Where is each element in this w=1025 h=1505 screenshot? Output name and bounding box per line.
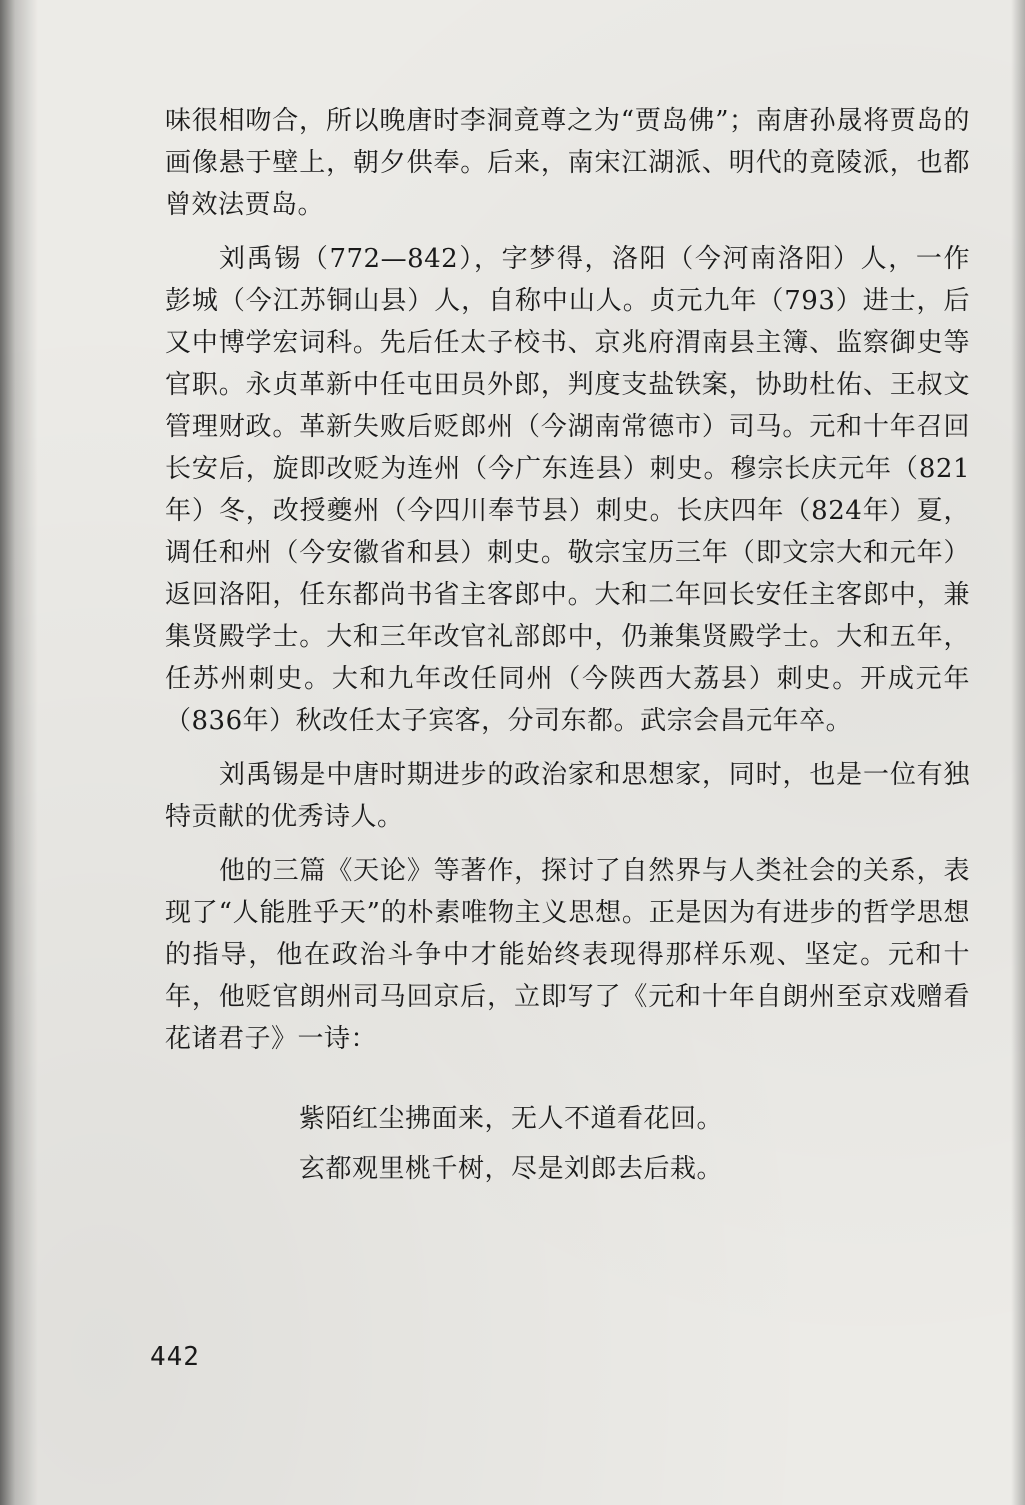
spine-shadow [0,0,38,1505]
paragraph-assessment: 刘禹锡是中唐时期进步的政治家和思想家，同时，也是一位有独特贡献的优秀诗人。 [165,760,970,832]
poem [165,1094,970,1194]
body-text [165,100,970,1194]
page-edge [1011,0,1025,1505]
page-number: 442 [150,1342,200,1372]
paragraph-thought: 他的三篇《天论》等著作，探讨了自然界与人类社会的关系，表现了“人能胜乎天”的朴素唯物主义思想。正是因为有进步的哲学思想的指导，他在政治斗争中才能始终表现得那样乐观、坚定。元和十年，他贬官朗州司马回京后，立即写了《元和十年自朗州至京戏赠看花诸君子》一诗： [165,856,970,1054]
poem-line: 紫陌红尘拂面来，无人不道看花回。 [299,1104,724,1134]
paragraph-continuation: 味很相吻合，所以晚唐时李洞竟尊之为“贾岛佛”；南唐孙晟将贾岛的画像悬于壁上，朝夕供奉。后来，南宋江湖派、明代的竟陵派，也都曾效法贾岛。 [165,106,970,220]
paragraph-biography: 刘禹锡（772—842），字梦得，洛阳（今河南洛阳）人，一作彭城（今江苏铜山县）人，自称中山人。贞元九年（793）进士，后又中博学宏词科。先后任太子校书、京兆府渭南县主簿、监察御史等官职。永贞革新中任屯田员外郎，判度支盐铁案，协助杜佑、王叔文管理财政。革新失败后贬郎州（今湖南常德市）司马。元和十年召回长安后，旋即改贬为连州（今广东连县）刺史。穆宗长庆元年（821年）冬，改授夔州（今四川奉节县）刺史。长庆四年（824年）夏，调任和州（今安徽省和县）刺史。敬宗宝历三年（即文宗大和元年）返回洛阳，任东都尚书省主客郎中。大和二年回长安任主客郎中，兼集贤殿学士。大和三年改官礼部郎中，仍兼集贤殿学士。大和五年，任苏州刺史。大和九年改任同州（今陕西大荔县）刺史。开成元年（836年）秋改任太子宾客，分司东都。武宗会昌元年卒。 [165,244,970,736]
poem-line: 玄都观里桃千树，尽是刘郎去后栽。 [299,1154,724,1184]
